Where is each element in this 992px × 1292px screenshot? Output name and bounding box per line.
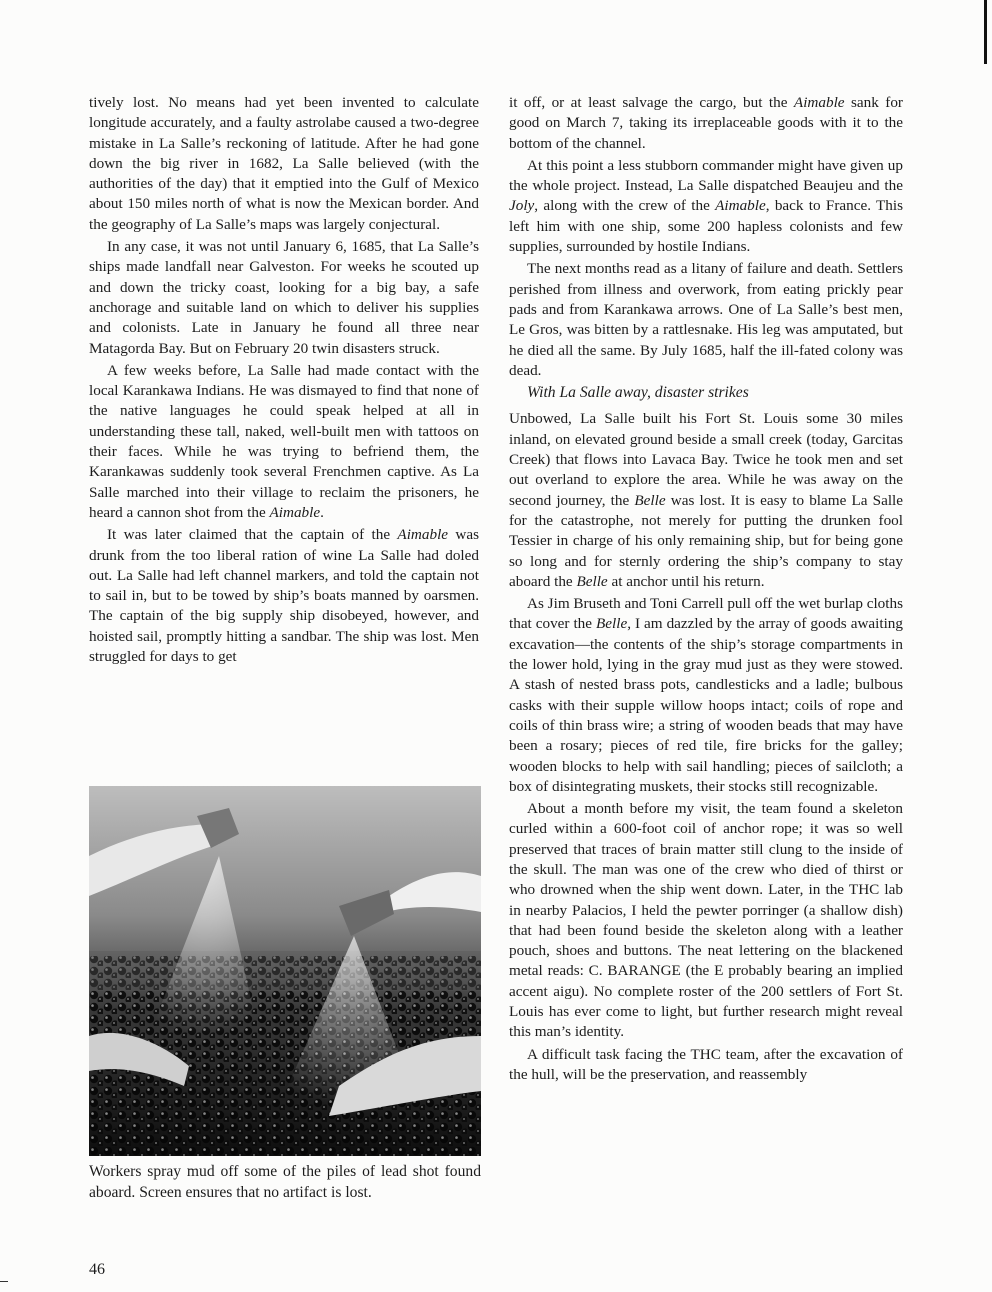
photo-illustration xyxy=(89,786,481,1156)
paragraph: As Jim Bruseth and Toni Carrell pull off the wet burlap cloths that cover the Belle, I am dazzled by the array of goods awaiting excavation—the contents of the ship’s storage compartments in the lower hold, lying in the gray mud just as they were stowed. A stash of nested brass pots, candlesticks and a ladle; bulbous casks with their supple willow hoops intact; coils of rope and coils of thin brass wire; a string of wooden beads that may have been a rosary; pieces of red tile, fire bricks for the galley; wooden blocks to help with sail handling; pieces of sailcloth; a box of disintegrating muskets, their stocks still recognizable. xyxy=(509,595,903,795)
paragraph: At this point a less stubborn commander might have given up the whole project. Instead, La Salle dispatched Beaujeu and the Joly, along with the crew of the Aimable, back to France. This left him with one ship, some 200 hapless colonists and few supplies, surrounded by hostile Indians. xyxy=(509,156,903,256)
paragraph: tively lost. No means had yet been invented to calculate longitude accurately, and a faulty astrolabe caused a two-degree mistake in La Salle’s reckoning of latitude. After he had gone down the big river in 1682, La Salle believed (with the authorities of the day) that it emptied into the Gulf of Mexico about 150 miles north of what is now the Mexican border. And the geography of La Salle’s maps was largely conjectural. xyxy=(89,94,479,233)
section-subhead: With La Salle away, disaster strikes xyxy=(527,384,749,402)
photo-workers-spraying-lead-shot xyxy=(89,786,481,1156)
paragraph: it off, or at least salvage the cargo, but the Aimable sank for good on March 7, taking its irreplaceable goods with it to the bottom of the channel. xyxy=(509,94,903,152)
photo-caption: Workers spray mud off some of the piles of lead shot found aboard. Screen ensures that no artifact is lost. xyxy=(89,1163,481,1201)
paragraph: Unbowed, La Salle built his Fort St. Louis some 30 miles inland, on elevated ground beside a small creek (today, Garcitas Creek) that flows into Lavaca Bay. Twice he took men and set out overland to explore the area. While he was away on the second journey, the Belle was lost. It is easy to blame La Salle for the catastrophe, not merely for putting the drunken fool Tessier in charge of his only remaining ship, but for being gone so long and for sternly ordering the ship’s company to stay aboard the Belle at anchor until his return. xyxy=(509,410,904,590)
page-number: 46 xyxy=(89,1261,105,1278)
paragraph: In any case, it was not until January 6, 1685, that La Salle’s ships made landfall near Galveston. For weeks he scouted up and down the tricky coast, looking for a big bay, a safe anchorage and suitable land on which to deliver his supplies and colonists. Late in January he found all three near Matagorda Bay. But on February 20 twin disasters struck. xyxy=(89,238,479,357)
paragraph: It was later claimed that the captain of the Aimable was drunk from the too liberal ration of wine La Salle had doled out. La Salle had left channel markers, and told the captain not to sail in, but to be towed by ship’s boats manned by oarsmen. The captain of the big supply ship disobeyed, however, and hoisted sail, promptly hitting a sandbar. The ship was lost. Men struggled for days to get xyxy=(89,526,480,666)
right-column xyxy=(509,93,903,1087)
left-column xyxy=(89,93,479,669)
paragraph: A difficult task facing the THC team, after the excavation of the hull, will be the preservation, and reassembly xyxy=(509,1045,903,1083)
corner-crop-mark xyxy=(0,1281,8,1282)
paragraph: About a month before my visit, the team found a skeleton curled within a 600-foot coil of anchor rope; it was so well preserved that traces of brain matter still clung to the inside of the skull. The man was one of the crew who died of thirst or who drowned when the ship went down. Later, in the THC lab in nearby Palacios, I held the pewter porringer (a shallow dish) that had been found beside the skeleton along with a leather pouch, shoes and buttons. The neat lettering on the blackened metal reads: C. BARANGE (the E probably bearing an implied accent aigu). No complete roster of the 200 settlers of Fort St. Louis has ever come to light, but further research might reveal this man’s identity. xyxy=(509,800,903,1041)
paragraph: A few weeks before, La Salle had made contact with the local Karankawa Indians. He was dismayed to find that none of the native languages he could speak helped at all in understanding these tall, naked, well-built men with tattoos on their faces. While he was trying to befriend them, the Karankawas suddenly took several Frenchmen captive. As La Salle marched into their village to reclaim the prisoners, he heard a cannon shot from the Aimable. xyxy=(89,361,479,521)
top-right-rule xyxy=(984,0,987,64)
paragraph: The next months read as a litany of failure and death. Settlers perished from illness and overwork, from eating prickly pear pads and from Karankawa arrows. One of La Salle’s best men, Le Gros, was bitten by a rattlesnake. His leg was amputated, but he died all the same. By July 1685, half the ill-fated colony was dead. xyxy=(509,260,903,379)
